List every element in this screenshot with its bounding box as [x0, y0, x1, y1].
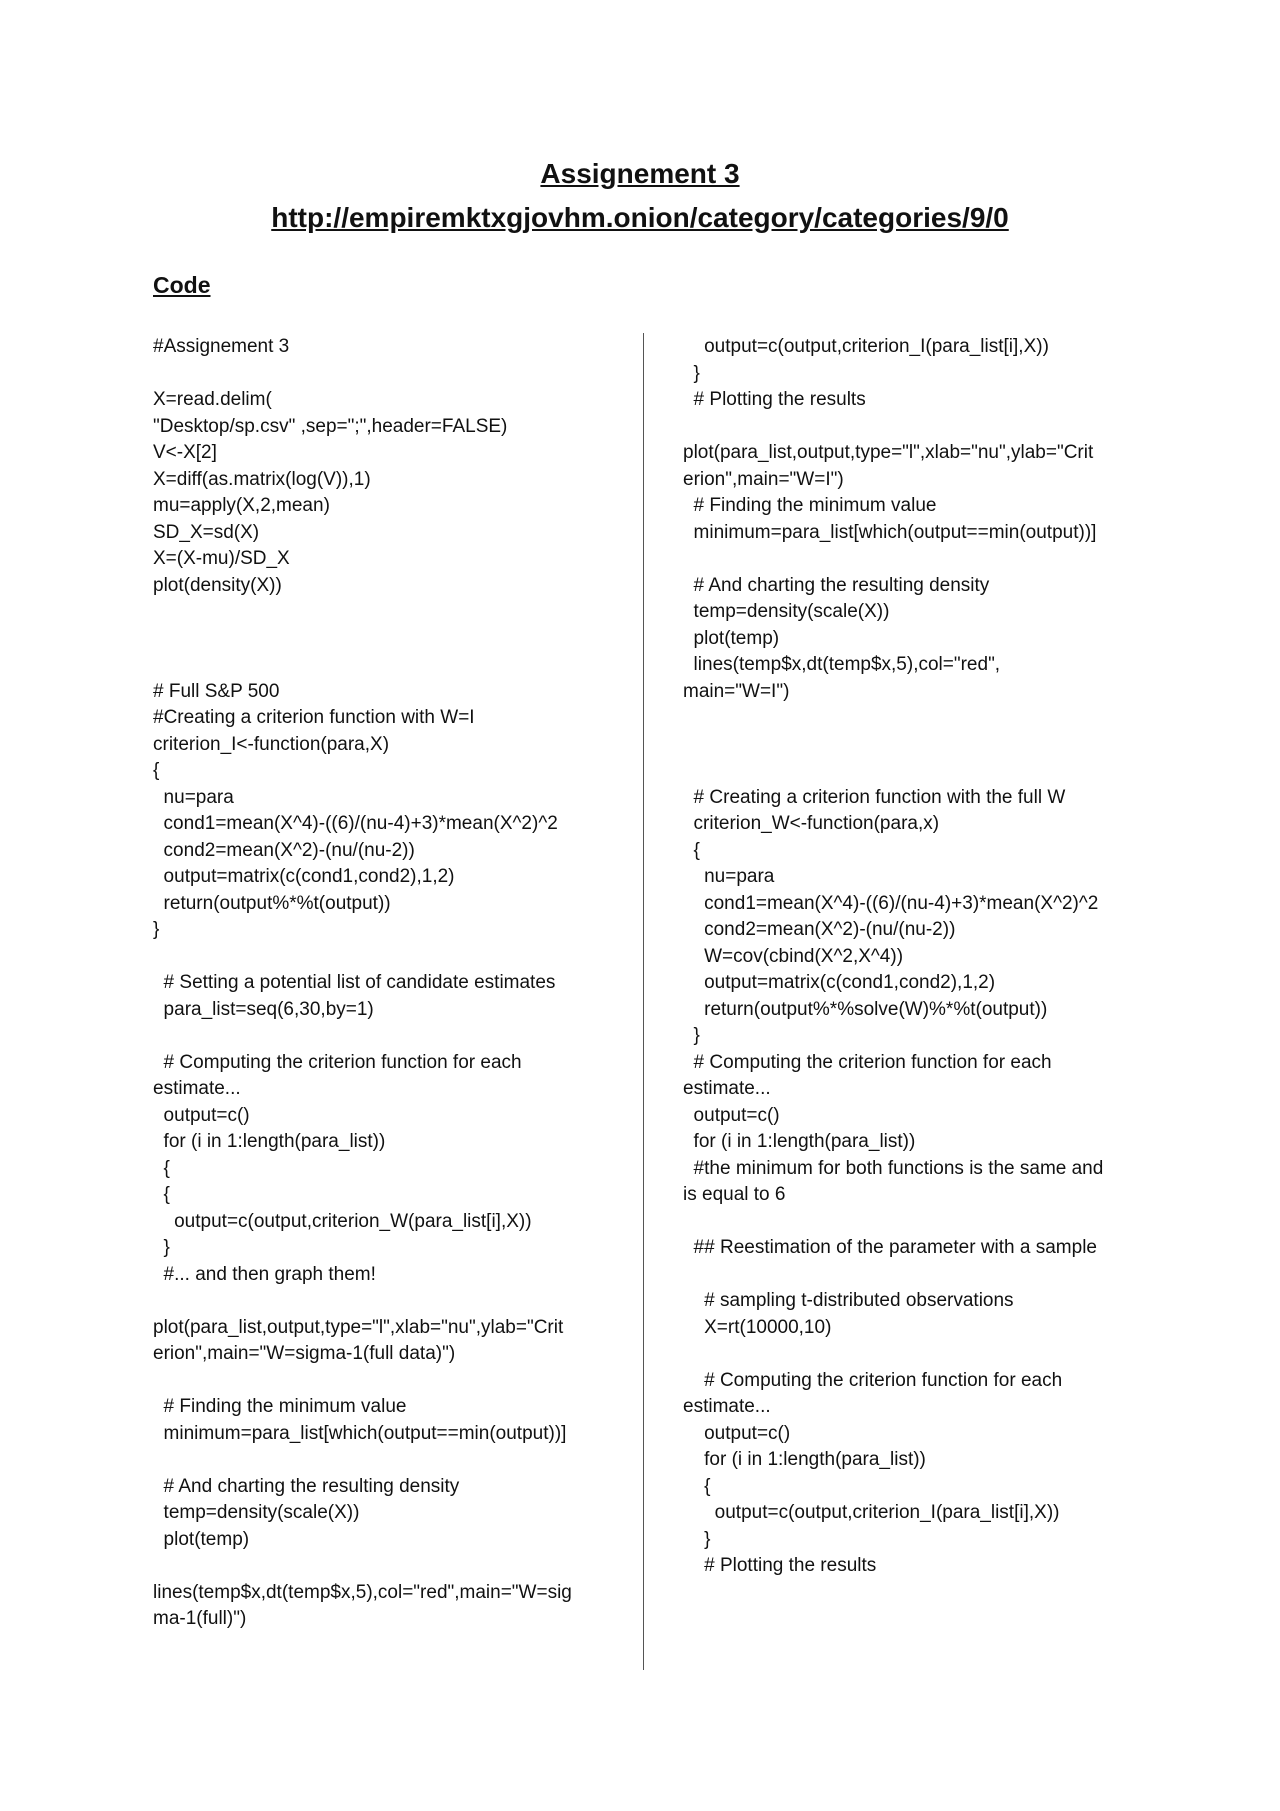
code-line: lines(temp$x,dt(temp$x,5),col="red",main="W=sig — [153, 1581, 572, 1603]
code-line: output=c() — [683, 1104, 780, 1126]
code-line: # sampling t-distributed observations — [683, 1290, 1014, 1311]
code-line: nu=para — [153, 786, 234, 808]
code-line: return(output%*%t(output)) — [153, 892, 391, 914]
blank-line — [153, 944, 633, 971]
code-line: # Computing the criterion function for each — [153, 1051, 522, 1073]
blank-line — [153, 626, 633, 653]
code-line: para_list=seq(6,30,by=1) — [153, 998, 374, 1020]
code-line: #the minimum for both functions is the same and — [683, 1157, 1104, 1179]
code-line: # Finding the minimum value — [153, 1396, 407, 1417]
code-line: # Finding the minimum value — [683, 495, 937, 516]
code-line: is equal to 6 — [683, 1184, 786, 1205]
code-line: # Computing the criterion function for each — [683, 1369, 1063, 1391]
code-line: X=(X-mu)/SD_X — [153, 548, 290, 569]
code-line: { — [153, 1184, 170, 1205]
blank-line — [153, 1447, 633, 1474]
code-line: ## Reestimation of the parameter with a sample — [683, 1237, 1097, 1258]
blank-line — [683, 732, 1143, 759]
code-line: minimum=para_list[which(output==min(output))] — [683, 521, 1097, 543]
code-line: main="W=I") — [683, 680, 790, 702]
code-line: output=c(output,criterion_I(para_list[i],X)) — [683, 336, 1049, 357]
code-line: } — [683, 362, 700, 384]
code-line: # Plotting the results — [683, 1555, 877, 1576]
code-line: temp=density(scale(X)) — [153, 1502, 360, 1523]
code-line: output=c() — [153, 1104, 250, 1126]
code-line: { — [153, 760, 160, 781]
code-line: } — [153, 1237, 170, 1258]
code-line: nu=para — [683, 866, 775, 887]
code-line: ma-1(full)") — [153, 1608, 247, 1629]
code-line: { — [683, 1475, 711, 1497]
code-line: cond2=mean(X^2)-(nu/(nu-2)) — [153, 839, 415, 861]
code-line: SD_X=sd(X) — [153, 521, 260, 543]
code-line: output=c() — [683, 1422, 791, 1444]
blank-line — [153, 652, 633, 679]
code-line: return(output%*%solve(W)%*%t(output)) — [683, 998, 1048, 1020]
blank-line — [683, 414, 1143, 441]
code-line: #... and then graph them! — [153, 1263, 376, 1285]
document-title: Assignement 3 — [540, 158, 740, 189]
blank-line — [683, 1341, 1143, 1368]
blank-line — [153, 1368, 633, 1395]
code-line: # And charting the resulting density — [683, 574, 990, 596]
blank-line — [153, 1023, 633, 1050]
code-line: output=c(output,criterion_I(para_list[i],X)) — [683, 1502, 1060, 1523]
code-line: # Full S&P 500 — [153, 680, 280, 702]
right-code-column — [683, 334, 1143, 1580]
code-line: # Plotting the results — [683, 389, 866, 410]
code-line: # Setting a potential list of candidate estimates — [153, 972, 556, 993]
code-line: for (i in 1:length(para_list)) — [683, 1131, 916, 1152]
code-line: lines(temp$x,dt(temp$x,5),col="red", — [683, 654, 1001, 675]
code-section-heading: Code — [153, 272, 211, 298]
code-line: #Assignement 3 — [153, 336, 290, 357]
blank-line — [153, 599, 633, 626]
code-line: output=matrix(c(cond1,cond2),1,2) — [153, 866, 455, 887]
code-line: plot(density(X)) — [153, 574, 282, 596]
code-line: criterion_W<-function(para,x) — [683, 813, 940, 834]
code-line: minimum=para_list[which(output==min(output))] — [153, 1422, 567, 1444]
code-line: plot(para_list,output,type="l",xlab="nu",ylab="Crit — [153, 1316, 564, 1338]
code-line: } — [683, 1528, 711, 1550]
code-line: X=read.delim( — [153, 389, 272, 410]
code-line: # Creating a criterion function with the full W — [683, 786, 1066, 808]
code-line: estimate... — [153, 1078, 241, 1099]
code-line: { — [683, 839, 700, 861]
column-divider — [643, 333, 644, 1670]
left-code-column — [153, 334, 633, 1633]
code-line: cond1=mean(X^4)-((6)/(nu-4)+3)*mean(X^2)^2 — [153, 813, 558, 834]
code-line: estimate... — [683, 1396, 771, 1417]
blank-line — [683, 546, 1143, 573]
blank-line — [683, 1262, 1143, 1289]
code-line: plot(temp) — [683, 627, 780, 649]
code-line: } — [153, 919, 160, 940]
code-line: X=diff(as.matrix(log(V)),1) — [153, 468, 371, 490]
code-line: #Creating a criterion function with W=I — [153, 707, 475, 728]
blank-line — [153, 361, 633, 388]
code-line: criterion_I<-function(para,X) — [153, 733, 390, 755]
code-line: temp=density(scale(X)) — [683, 601, 890, 622]
code-line: # And charting the resulting density — [153, 1475, 460, 1497]
code-line: plot(para_list,output,type="l",xlab="nu",ylab="Crit — [683, 442, 1094, 463]
code-line: "Desktop/sp.csv" ,sep=";",header=FALSE) — [153, 415, 508, 437]
code-line: output=matrix(c(cond1,cond2),1,2) — [683, 972, 996, 993]
code-line: X=rt(10000,10) — [683, 1316, 832, 1338]
blank-line — [683, 1209, 1143, 1236]
document-url: http://empiremktxgjovhm.onion/category/categories/9/0 — [271, 202, 1009, 233]
code-line: mu=apply(X,2,mean) — [153, 495, 330, 516]
code-line: V<-X[2] — [153, 442, 217, 463]
code-line: erion",main="W=I") — [683, 468, 844, 490]
code-line: # Computing the criterion function for each — [683, 1051, 1052, 1073]
blank-line — [153, 1288, 633, 1315]
code-line: cond1=mean(X^4)-((6)/(nu-4)+3)*mean(X^2)^2 — [683, 892, 1099, 914]
code-line: erion",main="W=sigma-1(full data)") — [153, 1343, 456, 1364]
code-line: cond2=mean(X^2)-(nu/(nu-2)) — [683, 919, 956, 940]
code-line: for (i in 1:length(para_list)) — [683, 1449, 926, 1470]
blank-line — [153, 1553, 633, 1580]
code-line: W=cov(cbind(X^2,X^4)) — [683, 945, 904, 967]
code-line: plot(temp) — [153, 1528, 250, 1550]
code-line: } — [683, 1025, 700, 1046]
code-line: output=c(output,criterion_W(para_list[i],X)) — [153, 1210, 532, 1232]
blank-line — [683, 705, 1143, 732]
blank-line — [683, 758, 1143, 785]
code-line: estimate... — [683, 1078, 771, 1099]
code-line: { — [153, 1157, 170, 1179]
code-line: for (i in 1:length(para_list)) — [153, 1131, 386, 1152]
